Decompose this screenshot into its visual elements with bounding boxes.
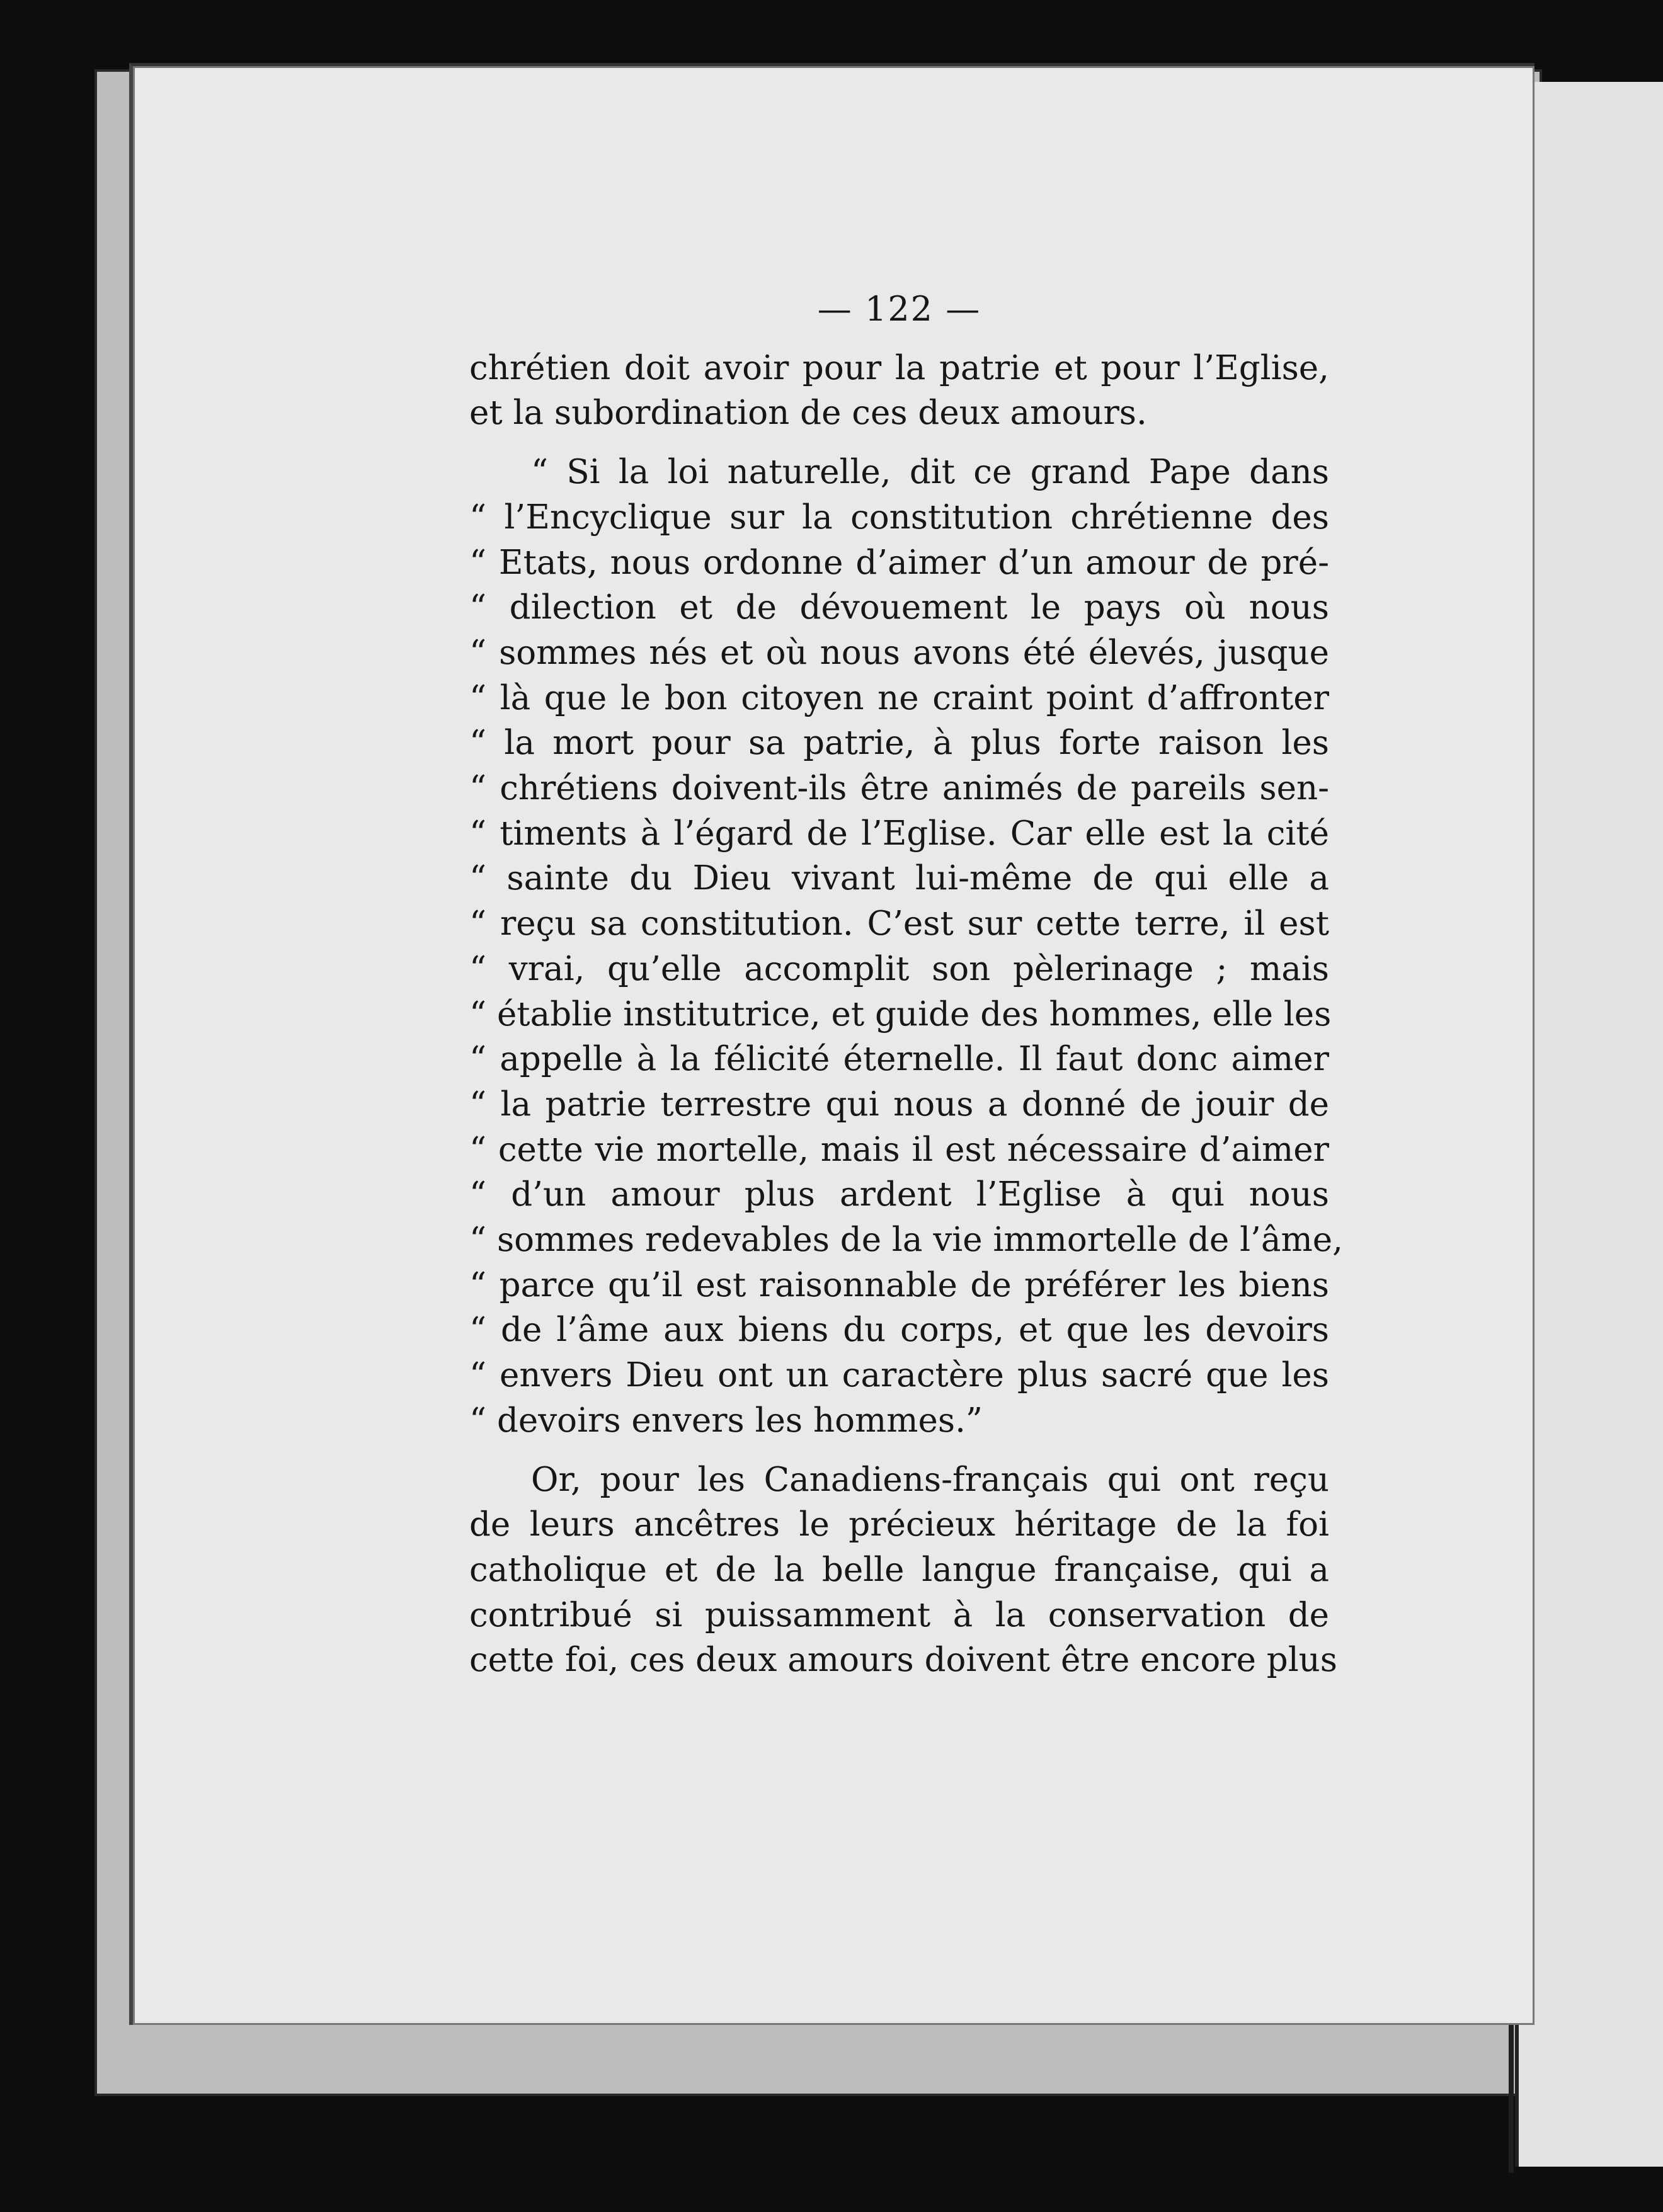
paragraph xyxy=(469,346,1329,436)
text-line: “ sommes redevables de la vie immortelle de l’âme, xyxy=(469,1221,1343,1260)
text-line: “ chrétiens doivent-ils être animés de pareils sen- xyxy=(469,769,1329,808)
text-line: “ vrai, qu’elle accomplit son pèlerinage ; mais xyxy=(469,949,1329,988)
page-text xyxy=(469,287,1343,1683)
text-line: de leurs ancêtres le précieux héritage de la foi xyxy=(469,1505,1329,1544)
text-line: “ l’Encyclique sur la constitution chrétienne des xyxy=(469,498,1329,537)
text-line: “ établie institutrice, et guide des hommes, elle les xyxy=(469,995,1332,1034)
text-line: “ timents à l’égard de l’Eglise. Car elle est la cité xyxy=(469,814,1329,853)
text-line: chrétien doit avoir pour la patrie et pour l’Eglise, xyxy=(469,348,1329,387)
text-line: “ envers Dieu ont un caractère plus sacré que les xyxy=(469,1356,1329,1395)
text-line: “ appelle à la félicité éternelle. Il faut donc aimer xyxy=(469,1040,1329,1079)
text-line: “ d’un amour plus ardent l’Eglise à qui nous xyxy=(469,1175,1329,1214)
text-line: “ sainte du Dieu vivant lui-même de qui elle a xyxy=(469,859,1329,898)
text-line: et la subordination de ces deux amours. xyxy=(469,394,1147,433)
text-line: Or, pour les Canadiens-français qui ont reçu xyxy=(531,1460,1329,1499)
text-line: “ Si la loi naturelle, dit ce grand Pape dans xyxy=(531,453,1329,492)
facing-page-edge xyxy=(1515,82,1663,2167)
text-line: catholique et de la belle langue française, qui a xyxy=(469,1550,1329,1589)
text-line: contribué si puissamment à la conservation de xyxy=(469,1595,1329,1634)
text-line: “ de l’âme aux biens du corps, et que les devoirs xyxy=(469,1311,1329,1350)
text-line: cette foi, ces deux amours doivent être encore plus xyxy=(469,1641,1337,1680)
paragraph xyxy=(469,1457,1337,1684)
text-line: “ reçu sa constitution. C’est sur cette terre, il est xyxy=(469,904,1329,944)
text-line: “ parce qu’il est raisonnable de préférer les biens xyxy=(469,1265,1329,1304)
text-line: “ la patrie terrestre qui nous a donné de jouir de xyxy=(469,1085,1329,1124)
text-line: “ Etats, nous ordonne d’aimer d’un amour de pré- xyxy=(469,543,1329,582)
text-line: “ la mort pour sa patrie, à plus forte raison les xyxy=(469,724,1329,763)
text-line: “ cette vie mortelle, mais il est nécessaire d’aimer xyxy=(469,1130,1329,1169)
text-line: “ devoirs envers les hommes.” xyxy=(469,1401,983,1440)
text-line: “ là que le bon citoyen ne craint point d’affronter xyxy=(469,678,1329,717)
text-line: “ sommes nés et où nous avons été élevés, jusque xyxy=(469,633,1329,672)
text-line: “ dilection et de dévouement le pays où nous xyxy=(469,588,1329,627)
paragraph-container xyxy=(469,346,1343,1683)
paragraph xyxy=(469,450,1343,1443)
page-number: — 122 — xyxy=(817,289,981,329)
